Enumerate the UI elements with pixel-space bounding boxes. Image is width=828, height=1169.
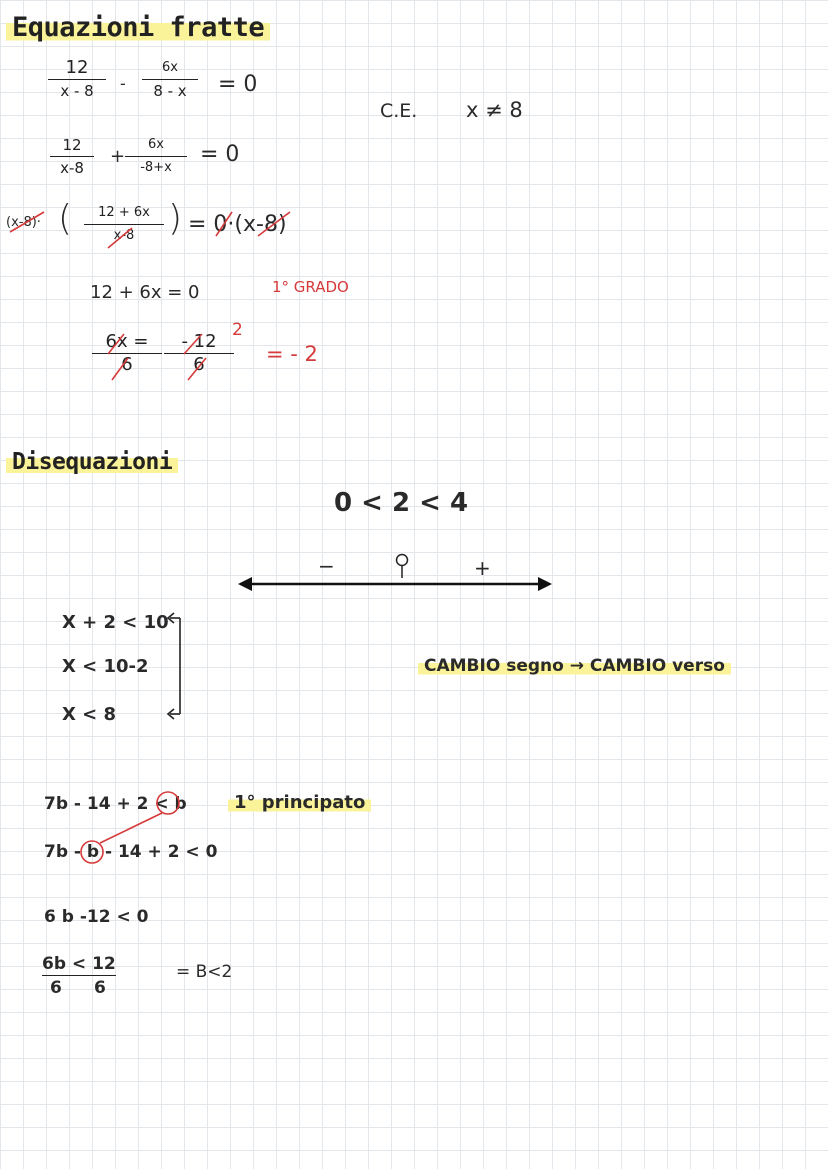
ineq1-line-3: X < 8 (62, 704, 117, 725)
eq5-reduced: 2 (232, 320, 243, 340)
ineq1-line-1: X + 2 < 10 (62, 612, 169, 633)
eq4-note: 1° GRADO (272, 278, 349, 296)
eq1-den1: x - 8 (60, 82, 94, 100)
eq3-factor: (x-8)· (6, 215, 41, 230)
eq2-operator: + (110, 146, 126, 167)
eq2-den1: x-8 (60, 159, 84, 177)
title-disequazioni: Disequazioni (6, 449, 178, 475)
ineq1-bracket (168, 613, 180, 719)
number-line-label: 0 < 2 < 4 (334, 488, 469, 518)
eq3-strike-marks (10, 212, 290, 248)
eq5-lhs-den: 6 (121, 354, 133, 375)
ineq3-frac-den-left: 6 (50, 978, 62, 998)
number-line-plus: + (474, 556, 491, 580)
eq2-rhs: = 0 (200, 142, 240, 167)
cambio-note: CAMBIO segno → CAMBIO verso (418, 656, 731, 676)
ineq3-frac-num: 6b < 12 (42, 954, 116, 974)
ineq1-line-2: X < 10-2 (62, 656, 149, 677)
eq1-den2: 8 - x (153, 82, 187, 100)
eq5-rhs-den: 6 (193, 354, 205, 375)
eq3-num: 12 + 6x (98, 205, 150, 220)
ineq2-principle: 1° principato (228, 792, 371, 813)
eq5-rhs-num: - 12 (181, 331, 217, 352)
eq3-rhs: = 0·(x-8) (188, 212, 287, 237)
ineq3-line: 6 b -12 < 0 (44, 907, 149, 927)
eq5-strike-marks (108, 334, 206, 380)
eq2-num2: 6x (148, 137, 164, 152)
eq1-operator: - (120, 74, 126, 93)
eq3-den: x-8 (113, 228, 135, 243)
eq1-rhs: = 0 (218, 72, 258, 97)
ce-value: x ≠ 8 (466, 98, 523, 122)
eq5-lhs-num: 6x = (105, 331, 149, 352)
ineq2-red-marks (81, 792, 179, 863)
eq1-num2: 6x (162, 60, 178, 75)
title-equazioni-fratte: Equazioni fratte (6, 12, 270, 43)
ce-label: C.E. (380, 100, 418, 122)
eq3-open-paren: ( (58, 198, 73, 239)
ineq2-line-2: 7b - b - 14 + 2 < 0 (44, 842, 218, 862)
number-line (238, 555, 552, 592)
eq2-den2: -8+x (140, 160, 172, 175)
ineq3-result: = B<2 (176, 962, 233, 982)
ineq2-line-1: 7b - 14 + 2 < b (44, 794, 187, 814)
ineq3-frac-den-right: 6 (94, 978, 106, 998)
eq1-num1: 12 (65, 57, 89, 78)
eq5-result: = - 2 (266, 342, 318, 366)
eq3-close-paren: ) (168, 198, 183, 239)
eq2-num1: 12 (62, 136, 82, 154)
eq4-equation: 12 + 6x = 0 (90, 282, 200, 303)
number-line-minus: − (318, 554, 335, 578)
